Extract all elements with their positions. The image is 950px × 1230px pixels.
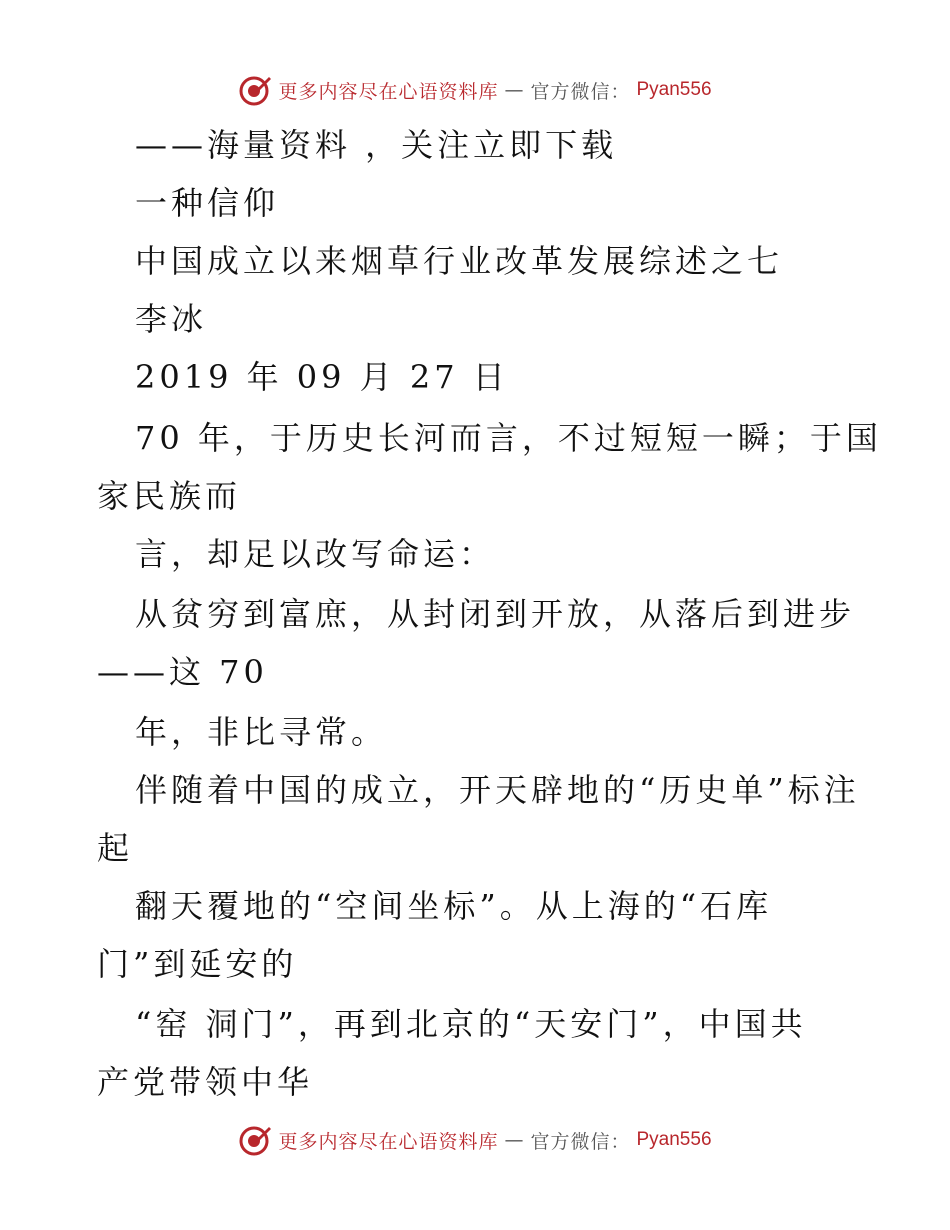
text-line: 2019 年 09 月 27 日 <box>135 358 509 396</box>
text-line: 一种信仰 <box>135 184 280 222</box>
text-line: ——海量资料 ，关注立即下载 <box>135 126 618 164</box>
text-line: 言，却足以改写命运： <box>135 535 496 573</box>
header-watermark-banner <box>0 70 950 110</box>
text-line: 门”到延安的 <box>97 945 298 983</box>
text-line: 伴随着中国的成立，开天辟地的“历史单”标注 <box>135 771 860 809</box>
banner-secondary-text: 官方微信： <box>530 80 631 103</box>
text-line: 翻天覆地的“空间坐标”。从上海的“石库 <box>135 887 773 925</box>
text-line: 从贫穷到富庶，从封闭到开放，从落后到进步 <box>135 595 856 633</box>
banner-dash: — <box>504 1129 525 1151</box>
text-line: 家民族而 <box>97 477 242 515</box>
text-line: “窑 洞门”，再到北京的“天安门”，中国共 <box>135 1005 807 1043</box>
banner-wechat-id: Pyan556 <box>636 1129 712 1150</box>
text-line: ——这 70 <box>97 653 268 691</box>
banner-primary-text: 更多内容尽在心语资料库 <box>278 80 499 103</box>
text-line: 中国成立以来烟草行业改革发展综述之七 <box>135 242 784 280</box>
text-line: 李冰 <box>135 300 208 338</box>
text-line: 70 年，于历史长河而言，不过短短一瞬；于国 <box>135 419 882 457</box>
text-line: 年，非比寻常。 <box>135 713 388 751</box>
text-line: 产党带领中华 <box>97 1063 314 1101</box>
xinyu-logo-icon <box>238 73 272 107</box>
banner-secondary-text: 官方微信： <box>530 1130 631 1153</box>
footer-watermark-banner <box>0 1120 950 1160</box>
text-line: 起 <box>97 829 134 867</box>
banner-wechat-id: Pyan556 <box>636 79 712 100</box>
banner-primary-text: 更多内容尽在心语资料库 <box>278 1130 499 1153</box>
xinyu-logo-icon <box>238 1123 272 1157</box>
banner-dash: — <box>504 79 525 101</box>
